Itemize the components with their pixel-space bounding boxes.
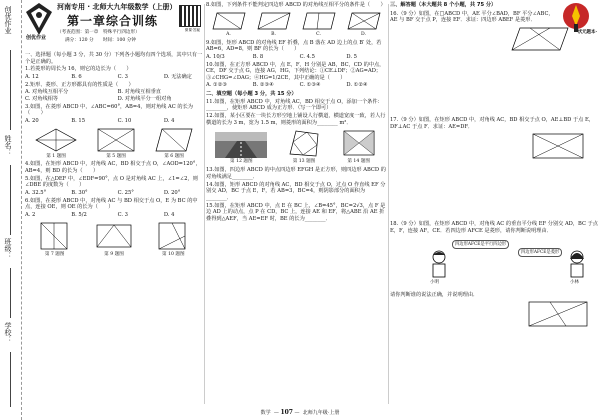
question-11: 11.如图，在矩形 ABCD 中，对角线 AC，BD 相交于点 O，添加一个条件：________，使矩形 ABCD 成为正方形．（写一个即可）: [206, 98, 383, 112]
question-18-task: 请你判断谁的说法正确，并说明理由．: [390, 291, 479, 298]
rectangle-diagonals-figure-icon: [530, 131, 586, 161]
rectangle-perp-bisector-figure-icon: [526, 299, 590, 329]
column-1: [25, 2, 203, 260]
column-2: [206, 2, 386, 224]
question-5: 5.如图，在△DEF 中，∠EDF=90°，点 O 是对角线 AC 上，∠1=∠2，则∠DBE 的度数为（ ）: [25, 175, 198, 189]
option: D. 20°: [163, 190, 181, 197]
option: A. ①②③: [206, 82, 227, 89]
question-17: 17.（9 分）如图，在矩形 ABCD 中，对角线 AC，BD 相交于点 O，AE⊥BD 于点 E，DF⊥AC 于点 F．求证：AE=DF．: [390, 116, 594, 130]
answer-space[interactable]: [390, 161, 598, 221]
strip-brand: 创优作业: [3, 6, 12, 34]
question-3-options: [25, 118, 203, 125]
question-18: 18.（9 分）如图，在矩形 ABCD 中，对角线 AC 的垂直平分线 EF 分别交 AD，BC 于点 E，F，连接 AF，CE．若四边形 AFCE 是菱形，请你判断说明理由．: [390, 221, 598, 234]
question-9: 9.如图，矩形 ABCD 的对角线 EF 折叠，点 B 落在 AD 边上的点 B′ 处，若 AB=6，AD=8，则 BF 的长为（ ）: [206, 39, 382, 53]
figure: [96, 127, 136, 160]
strip-class-label: 班级：: [3, 238, 12, 259]
parallelogram-option-icon: [346, 11, 382, 31]
brand-name: 创优作业: [26, 35, 47, 41]
question-12: 12.如图，某小区要在一块长方形空地上铺设人行横道，横道宽度一致，若人行横道的长为 3 m，宽为 1.5 m，则菱形的面积为________ m²．: [206, 113, 386, 126]
page-title: 第一章综合训练: [67, 14, 159, 28]
parallelogram-option-icon: [301, 11, 337, 31]
option: A. 对角线互相平分: [25, 89, 69, 96]
footer-subject: 数学: [260, 410, 271, 416]
square-midpoint-figure-icon: [153, 221, 193, 251]
figure: [34, 127, 78, 160]
figure-row-2: [25, 221, 203, 258]
option: B.: [271, 31, 276, 37]
figure: [301, 11, 337, 38]
series-title: 河南专用 · 北师大九年级数学（上册）: [57, 3, 177, 11]
figure-caption: 第 14 题图: [347, 159, 370, 165]
parallelogram-figure-icon: [154, 127, 194, 153]
option: A. 32.5°: [25, 190, 47, 197]
student-girl-icon: [568, 250, 586, 278]
question-1-options: [25, 74, 203, 81]
option: A. 10/3: [206, 53, 225, 60]
figure-caption: 第 1 题图: [46, 153, 66, 159]
option: D. 4: [163, 117, 175, 124]
figure-caption: 第 10 题图: [162, 251, 185, 257]
option: C. 3: [117, 73, 128, 80]
strip-school-label: 学校：: [3, 322, 12, 343]
speech-bubble-right: 四边形AFCE是菱形: [518, 248, 562, 258]
question-15: 15.如图，在矩形 ABCD 中，点 E 在 BC 上，∠B=45°，BC=2√3，点 F 是边 AD 上的动点，点 P 在 CD，BC 上，连接 AE 和 EF，将△ABE 沿 AE 折叠得到△AEF，当 AE=EF 时，BE 的长为________．: [206, 202, 386, 222]
option: B. 8: [252, 53, 264, 60]
figure-row-3: [206, 128, 386, 165]
strip-line: [10, 352, 11, 407]
student-name: 小明: [430, 279, 439, 285]
option: C.: [316, 31, 321, 37]
square-figure-icon: [35, 221, 75, 251]
qr-code-icon[interactable]: [179, 5, 201, 27]
option: B. 30°: [71, 190, 88, 197]
section-3-heading: 三、解答题（本大题共 8 个小题，共 75 分）: [390, 2, 497, 8]
figure-row-1: [25, 127, 203, 160]
figure-caption: 第 12 题图: [230, 159, 253, 165]
question-8-option-figures: [206, 11, 386, 38]
footer-edition: 北师九年级·上册: [302, 410, 340, 416]
question-3: 3.如图，在菱形 ABCD 中，∠ABC=60°，AB=4，则对角线 AC 的长为（ ）: [25, 103, 193, 117]
question-14: 14.如图，矩形 ABCD 的对角线 AC，BD 相交于点 O，过点 O 作直线 EF 分别交 AD，BC 于点 E，F，若 AB=3，BC=4，则阴影部分的面积为________．: [206, 181, 386, 201]
figure: [256, 11, 292, 38]
figure: [94, 221, 134, 258]
column-divider: [204, 4, 205, 404]
page-footer: 数学 — 107 — 北师九年级·上册: [260, 409, 340, 416]
option: D. ①②④: [346, 82, 368, 89]
option: C. 对角线相等: [25, 95, 59, 102]
figure: [341, 128, 377, 165]
option: D. 4: [163, 212, 175, 219]
option: B. 5/2: [71, 212, 87, 219]
brand-logo-icon: [25, 2, 53, 36]
badge-label: 状元题本·: [577, 30, 597, 35]
figure: [35, 221, 75, 258]
strip-line: [10, 268, 11, 318]
binding-strip: [0, 0, 22, 420]
column-divider: [388, 4, 389, 404]
column-3: [390, 2, 598, 329]
option: C. ①③④: [299, 82, 321, 89]
question-8: 8.如图，下列条件不能判定四边形 ABCD 的对角线互相平分的条件是（ ）: [206, 2, 386, 8]
rhombus-figure-icon: [34, 127, 78, 153]
student-name: 小林: [570, 279, 579, 285]
figure: [153, 221, 193, 258]
option: D. 5: [346, 53, 357, 60]
figure: [211, 11, 247, 38]
strip-line: [10, 165, 11, 235]
option: A. 2: [25, 212, 36, 219]
question-6: 6.如图，在菱形 ABCD 中，对角线 AC 与 BD 相交于点 O，E 为 BC 的中点，连接 OE，则 OE 的长为（ ）: [25, 197, 198, 211]
option: C. 10: [117, 117, 132, 124]
question-6-options: [25, 212, 203, 219]
question-13: 13.如图，四边形 ABCD 的中点四边形 EFGH 是正方形，则四边形 ABCD 的对角线满足________．: [206, 167, 386, 180]
option: D. 对角线平分一组对角: [117, 95, 172, 102]
folded-rectangle-figure-icon: [94, 221, 134, 251]
exam-timing: 满分：120 分 时间：100 分钟: [65, 38, 136, 43]
section-2-heading: 二、填空题（每小题 3 分，共 15 分）: [206, 91, 297, 98]
option: D.: [361, 31, 366, 37]
student-boy-icon: [430, 250, 448, 278]
option: A. 12: [25, 73, 39, 80]
figure-caption: 第 5 题图: [106, 153, 126, 159]
option: C. 25°: [117, 190, 134, 197]
option: A. 20: [25, 117, 39, 124]
strip-name-label: 姓名：: [3, 135, 12, 156]
question-16: 16.（9 分）如图，在□ABCD 中，AE 平分∠BAD，BF 平分∠ABC，AE 与 BF 交于点 P，连接 EF．求证：四边形 ABEF 是菱形．: [390, 10, 554, 24]
option: C. 3: [117, 212, 128, 219]
question-2: 2.矩形、菱形、正方形都具有的性质是（ ）: [25, 81, 134, 88]
figure: [215, 132, 267, 165]
qr-label: 微课·答疑: [184, 28, 200, 32]
question-10: 10.如图，在正方形 ABCD 中，点 E，F，H 分别是 AB，BC，CD 的中点，CE，DF 交于点 G，连接 AG，HG，下列结论：①CE⊥DF；②AG=AD；③∠CHG=∠DAG；④HG=1/2CE，其中正确的是（ ）: [206, 61, 385, 81]
question-2-options: [25, 89, 203, 102]
figure: [346, 11, 382, 38]
strip-line: [10, 50, 11, 130]
option: B. 15: [71, 117, 85, 124]
road-photo-icon: [215, 132, 267, 158]
header: [25, 2, 203, 52]
option: C. 4.5: [299, 53, 315, 60]
option: D. 无法确定: [163, 73, 192, 80]
speech-bubble-left: 四边形AFCE是平行四边形: [452, 240, 509, 250]
question-5-options: [25, 190, 203, 197]
option: B. 6: [71, 73, 82, 80]
figure: [286, 128, 322, 165]
question-10-options: [206, 82, 386, 89]
page-number: 107: [280, 409, 293, 416]
option: B. ②③④: [252, 82, 274, 89]
figure: [154, 127, 194, 160]
option: B. 对角线互相垂直: [117, 89, 161, 96]
midpoint-quad-figure-icon: [286, 128, 322, 158]
figure-caption: 第 6 题图: [164, 153, 184, 159]
figure-caption: 第 7 题图: [44, 251, 65, 257]
question-9-options: [206, 54, 386, 61]
figure-caption: 第 13 题图: [292, 159, 316, 165]
shaded-rectangle-figure-icon: [341, 128, 377, 158]
dialogue-area: [390, 236, 598, 292]
parallelogram-option-icon: [256, 11, 292, 31]
figure-caption: 第 9 题图: [104, 251, 124, 257]
page-subtitle: （考查范围：第一章 特殊平行四边形）: [57, 30, 140, 35]
section-1-intro: 一、选择题（每小题 3 分，共 30 分）下列各小题均有四个选项，其中只有一个是正确的。: [25, 52, 203, 65]
rectangle-figure-icon: [96, 127, 136, 153]
question-1: 1.若菱形的周长为 16，则它的边长为（ ）: [25, 66, 132, 73]
question-4: 4.如图，在矩形 ABCD 中，对角线 AC，BD 相交于点 O，∠AOD=120°，AB=4，则 BD 的长为（ ）: [25, 161, 201, 175]
answer-space[interactable]: [390, 53, 598, 117]
parallelogram-option-icon: [211, 11, 247, 31]
option: A.: [226, 31, 231, 37]
